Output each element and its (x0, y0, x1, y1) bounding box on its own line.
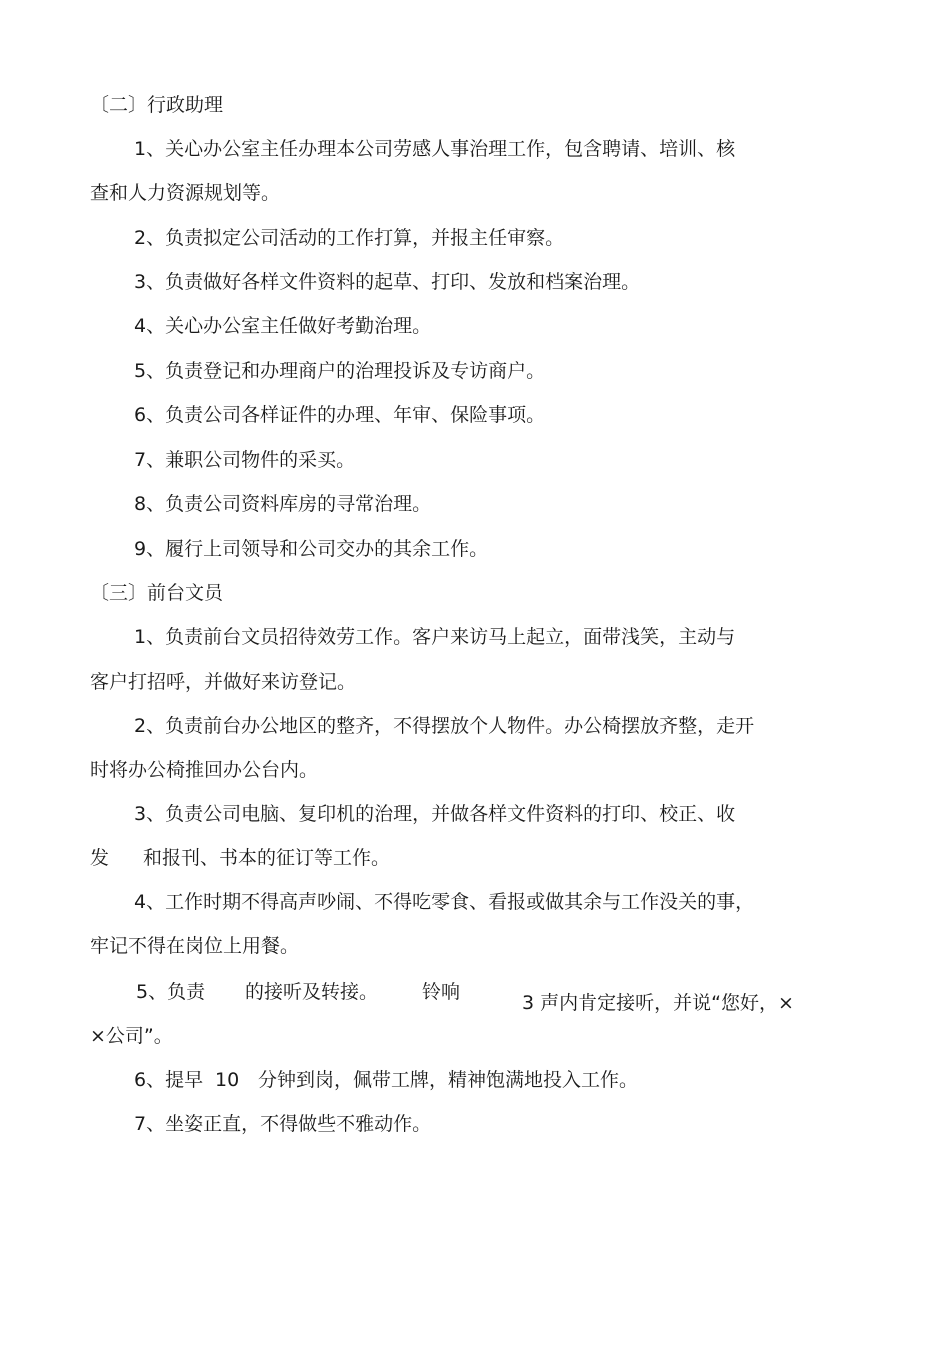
paragraph-fragment: 的接听及转接。 (245, 981, 379, 1003)
paragraph-fragment: 3 声内肯定接听，并说“您好，× (522, 992, 794, 1014)
paragraph-line: 发 (90, 847, 110, 869)
paragraph-fragment: 10 (215, 1069, 240, 1091)
paragraph-fragment: 5、负责 (136, 981, 206, 1003)
paragraph-line: 客户打招呼，并做好来访登记。 (90, 671, 357, 693)
paragraph-line: 7、坐姿正直，不得做些不雅动作。 (134, 1113, 432, 1135)
paragraph-line: 4、关心办公室主任做好考勤治理。 (134, 315, 432, 337)
paragraph-fragment: 铃响 (422, 981, 461, 1003)
paragraph-line: 7、兼职公司物件的采买。 (134, 449, 356, 471)
paragraph-line: 时将办公椅推回办公台内。 (90, 759, 319, 781)
paragraph-line: 1、负责前台文员招待效劳工作。客户来访马上起立，面带浅笑，主动与 (134, 626, 736, 648)
paragraph-line: 2、负责前台办公地区的整齐，不得摆放个人物件。办公椅摆放齐整，走开 (134, 715, 755, 737)
paragraph-line: 牢记不得在岗位上用餐。 (90, 935, 300, 957)
paragraph-line: 3、负责做好各样文件资料的起草、打印、发放和档案治理。 (134, 271, 641, 293)
paragraph-line: 1、关心办公室主任办理本公司劳感人事治理工作，包含聘请、培训、核 (134, 138, 736, 160)
paragraph-line: 5、负责登记和办理商户的治理投诉及专访商户。 (134, 360, 546, 382)
paragraph-line: ×公司”。 (90, 1025, 173, 1047)
paragraph-line: 4、工作时期不得高声吵闹、不得吃零食、看报或做其余与工作没关的事， (134, 891, 755, 913)
section-heading-admin-assistant: 〔二〕行政助理 (90, 94, 224, 116)
paragraph-line: 2、负责拟定公司活动的工作打算，并报主任审察。 (134, 227, 565, 249)
section-heading-front-desk-clerk: 〔三〕前台文员 (90, 582, 224, 604)
paragraph-fragment: 6、提早 (134, 1069, 204, 1091)
paragraph-line: 8、负责公司资料库房的寻常治理。 (134, 493, 432, 515)
paragraph-line: 3、负责公司电脑、复印机的治理，并做各样文件资料的打印、校正、收 (134, 803, 736, 825)
paragraph-line: 9、履行上司领导和公司交办的其余工作。 (134, 538, 489, 560)
paragraph-line: 6、负责公司各样证件的办理、年审、保险事项。 (134, 404, 546, 426)
paragraph-line: 和报刊、书本的征订等工作。 (143, 847, 391, 869)
paragraph-fragment: 分钟到岗，佩带工牌，精神饱满地投入工作。 (258, 1069, 639, 1091)
paragraph-line: 查和人力资源规划等。 (90, 182, 281, 204)
